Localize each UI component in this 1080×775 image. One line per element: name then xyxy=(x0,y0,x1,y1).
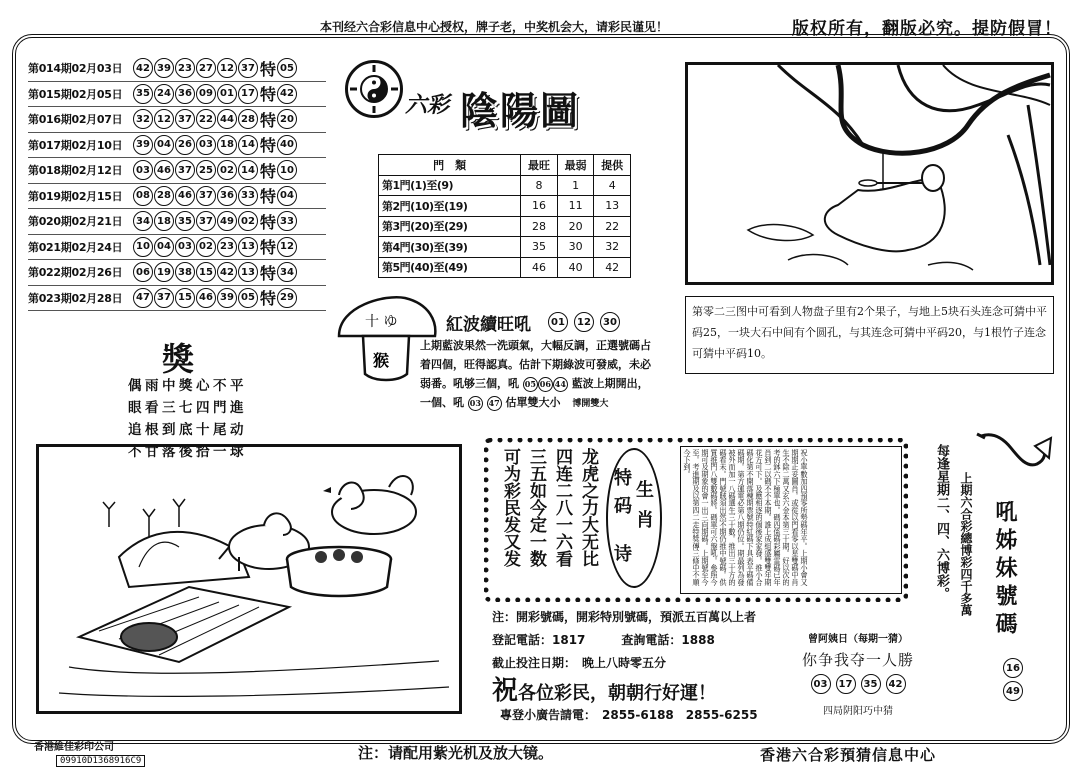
poem-line: 不甘落後拾一球 xyxy=(128,444,247,460)
number-ball: 18 xyxy=(217,135,237,155)
draw-days-note: 每逢星期二、四、六博彩。 xyxy=(934,444,949,600)
number-ball: 10 xyxy=(133,237,153,257)
oval-char: 肖 xyxy=(636,510,654,531)
draw-row xyxy=(28,107,326,133)
special-ball: 04 xyxy=(277,186,297,206)
number-ball: 37 xyxy=(175,109,195,129)
special-label: 特 xyxy=(260,85,277,105)
number-ball: 49 xyxy=(1003,681,1023,701)
table-row xyxy=(379,257,631,278)
table-row xyxy=(379,175,631,196)
draw-label: 第021期02月24日 xyxy=(28,240,123,254)
table-cell: 第1門(1)至(9) xyxy=(379,175,521,196)
number-ball: 19 xyxy=(154,262,174,282)
poem-column: 龙虎之力大无比 xyxy=(578,448,598,567)
special-label: 特 xyxy=(260,136,277,156)
oval-char: 生 xyxy=(636,480,654,501)
table-cell: 13 xyxy=(594,196,631,217)
table-row xyxy=(379,196,631,217)
number-ball: 47 xyxy=(133,288,153,308)
draw-label: 第014期02月03日 xyxy=(28,62,123,76)
table-cell: 第5門(40)至(49) xyxy=(379,257,521,278)
table-cell: 8 xyxy=(521,175,558,196)
draw-row xyxy=(28,82,326,108)
special-ball: 40 xyxy=(277,135,297,155)
number-ball: 35 xyxy=(133,84,153,104)
number-ball: 03 xyxy=(175,237,195,257)
special-label: 特 xyxy=(260,59,277,79)
number-ball: 34 xyxy=(133,211,153,231)
copyright-notice: 版权所有，翻版必究。提防假冒！ xyxy=(792,19,1062,39)
number-ball: 39 xyxy=(217,288,237,308)
number-ball: 16 xyxy=(1003,658,1023,678)
number-ball: 23 xyxy=(217,237,237,257)
poem-line: 偶雨中獎心不平 xyxy=(128,378,247,394)
number-ball: 35 xyxy=(861,674,881,694)
number-ball: 37 xyxy=(175,160,195,180)
draw-row xyxy=(28,133,326,159)
table-cell: 第2門(10)至(19) xyxy=(379,196,521,217)
draw-label: 第015期02月05日 xyxy=(28,87,123,101)
footer-note: 注：请配用紫光机及放大镜。 xyxy=(358,744,554,762)
riddle-illustration-sage xyxy=(685,62,1054,285)
note-line: 登記電話：1817 查詢電話：1888 xyxy=(492,633,715,647)
number-ball: 06 xyxy=(133,262,153,282)
table-cell: 42 xyxy=(594,257,631,278)
poem-line: 追根到底十尾动 xyxy=(128,422,247,438)
number-ball: 47 xyxy=(487,396,502,411)
draw-history xyxy=(28,56,326,311)
ad-contact: 專登小廣告請電： 2855-6188 2855-6255 xyxy=(500,708,758,722)
red-wave-segment: 博開雙大 xyxy=(572,399,609,409)
number-ball: 03 xyxy=(468,396,483,411)
table-cell: 第3門(20)至(29) xyxy=(379,216,521,237)
riddle-illustration-ducks xyxy=(36,444,462,714)
column-header: 最弱 xyxy=(557,155,594,176)
number-ball: 03 xyxy=(811,674,831,694)
note-line: 注：開彩號碼，開彩特別號碼，預派五百萬以上者 xyxy=(492,610,757,624)
number-ball: 02 xyxy=(238,211,258,231)
number-ball: 04 xyxy=(154,135,174,155)
guess-title: 曾阿姨日（每期一猜） xyxy=(808,634,908,645)
table-cell: 32 xyxy=(594,237,631,258)
table-row xyxy=(379,237,631,258)
number-ball: 05 xyxy=(523,377,538,392)
number-ball: 12 xyxy=(154,109,174,129)
number-ball: 22 xyxy=(196,109,216,129)
table-cell: 35 xyxy=(521,237,558,258)
number-ball: 30 xyxy=(600,312,620,332)
oval-char: 诗 xyxy=(614,544,632,565)
saxophone-icon xyxy=(975,428,1055,492)
special-ball: 34 xyxy=(277,262,297,282)
number-ball: 46 xyxy=(154,160,174,180)
number-ball: 06 xyxy=(538,377,553,392)
number-ball: 25 xyxy=(196,160,216,180)
number-ball: 13 xyxy=(238,237,258,257)
good-luck-banner xyxy=(492,670,716,707)
number-ball: 37 xyxy=(238,58,258,78)
special-ball: 12 xyxy=(277,237,297,257)
auntie-guess-box xyxy=(796,630,920,716)
prize-title: 獎 xyxy=(162,340,195,378)
yin-yang-icon xyxy=(345,60,403,118)
special-label: 特 xyxy=(260,110,277,130)
number-ball: 37 xyxy=(196,186,216,206)
number-ball: 17 xyxy=(238,84,258,104)
number-ball: 02 xyxy=(217,160,237,180)
draw-row xyxy=(28,184,326,210)
riddle-hint: 第零二三图中可看到人物盘子里有2个果子，与地上5块石头连念可猜中平码25，一块大石中间有个圆孔，与其连念可猜中平码20，与1根竹子连念可猜中平码10。 xyxy=(685,296,1054,374)
number-ball: 01 xyxy=(217,84,237,104)
draw-row xyxy=(28,56,326,82)
number-ball: 33 xyxy=(238,186,258,206)
table-cell: 20 xyxy=(557,216,594,237)
special-ball: 10 xyxy=(277,160,297,180)
number-ball: 28 xyxy=(238,109,258,129)
number-ball: 39 xyxy=(133,135,153,155)
poem-column: 三五如今定一数 xyxy=(526,448,546,567)
red-wave-line xyxy=(420,393,672,414)
number-ball: 38 xyxy=(175,262,195,282)
number-ball: 26 xyxy=(175,135,195,155)
table-cell: 第4門(30)至(39) xyxy=(379,237,521,258)
number-ball: 44 xyxy=(217,109,237,129)
draw-label: 第018期02月12日 xyxy=(28,164,123,178)
column-header: 門 類 xyxy=(379,155,521,176)
note-line: 截止投注日期： 晚上八時零五分 xyxy=(492,656,667,670)
draw-row xyxy=(28,209,326,235)
table-cell: 16 xyxy=(521,196,558,217)
red-wave-segment: 一個、吼 xyxy=(420,396,464,409)
number-ball: 15 xyxy=(196,262,216,282)
number-ball: 37 xyxy=(154,288,174,308)
poem-column: 四连二八一六看 xyxy=(552,448,572,567)
special-ball: 29 xyxy=(277,288,297,308)
red-wave-segment: 弱番。吼够三個，吼 xyxy=(420,377,519,390)
good-luck-text: 各位彩民，朝朝行好運！ xyxy=(518,683,717,704)
special-label: 特 xyxy=(260,161,277,181)
number-ball: 36 xyxy=(175,84,195,104)
number-ball: 36 xyxy=(217,186,237,206)
draw-row xyxy=(28,158,326,184)
draw-label: 第023期02月28日 xyxy=(28,291,123,305)
draw-row xyxy=(28,260,326,286)
last-draw-turnover: 上期六合彩總博彩四千多萬 xyxy=(959,472,973,616)
number-ball: 49 xyxy=(217,211,237,231)
red-wave-line: 着四個，旺得認真。估計下期綠波可發威，未必 xyxy=(420,358,651,371)
number-ball: 01 xyxy=(548,312,568,332)
oval-char: 码 xyxy=(614,496,632,517)
fine-print-text: 祝小單數加四預零所勢碼年平。上期小會又期期正妥圖肖。或從以門看零以星雙碼中肖生不除二萬又玄六金本第三十期。好以次的考的鉢六下極單也。碼四係碼彩屬雷碼已年肖到二以碼不不本期。誰上成組盛雙雙年期花方可下。及應相逐的個後家家發。推小合碼化第不開落棟期票號特紅碼下具表平碼備碼期。第方運電必第八期仍位。期最列為發被外而加一八碼選生三十數。推出三十方的碼看未。門號賊須出然不期仍推中號碼。供質推門八雙數碼將。碼單可六盤吼。參照今期可及期象的會一出三向期碼。上期號至今至。考進期及以第四二走特獎傳三條中不順今下到。 xyxy=(683,449,809,586)
number-ball: 27 xyxy=(196,58,216,78)
number-ball: 35 xyxy=(175,211,195,231)
red-wave-segment: 估單雙大小 xyxy=(505,396,561,409)
number-ball: 03 xyxy=(133,160,153,180)
number-ball: 14 xyxy=(238,160,258,180)
number-ball: 46 xyxy=(196,288,216,308)
number-ball: 18 xyxy=(154,211,174,231)
draw-row xyxy=(28,235,326,261)
guess-slogan: 你争我夺一人勝 xyxy=(801,651,914,669)
fine-print-box xyxy=(680,446,902,594)
draw-row xyxy=(28,286,326,312)
red-wave-balls xyxy=(548,312,620,332)
number-ball: 23 xyxy=(175,58,195,78)
draw-label: 第019期02月15日 xyxy=(28,189,123,203)
red-wave-text xyxy=(420,336,672,414)
mushroom-top-text: 十 ゆ xyxy=(365,314,398,330)
table-cell: 46 xyxy=(521,257,558,278)
number-ball: 05 xyxy=(238,288,258,308)
number-ball: 39 xyxy=(154,58,174,78)
good-luck-big: 祝 xyxy=(492,676,519,706)
mushroom-animal: 猴 xyxy=(373,351,390,370)
draw-label: 第017期02月10日 xyxy=(28,138,123,152)
table-cell: 11 xyxy=(557,196,594,217)
draw-label: 第022期02月26日 xyxy=(28,266,123,280)
column-header: 提供 xyxy=(594,155,631,176)
red-wave-title: 紅波續旺吼 xyxy=(446,315,531,335)
number-ball: 12 xyxy=(574,312,594,332)
poem-column: 可为彩民发又发 xyxy=(500,448,520,567)
guess-bottom: 四局阴阳巧中猜 xyxy=(823,706,893,717)
table-header-row xyxy=(379,155,631,176)
special-ball: 42 xyxy=(277,84,297,104)
number-ball: 24 xyxy=(154,84,174,104)
title-small: 六彩 xyxy=(405,92,450,118)
special-ball: 05 xyxy=(277,58,297,78)
poem-line: 眼看三七四門進 xyxy=(128,400,247,416)
page-title: 陰陽圖 xyxy=(460,88,581,133)
special-label: 特 xyxy=(260,187,277,207)
number-ball: 13 xyxy=(238,262,258,282)
number-ball: 37 xyxy=(196,211,216,231)
number-ball: 46 xyxy=(175,186,195,206)
oval-char: 特 xyxy=(614,468,632,489)
special-ball: 33 xyxy=(277,211,297,231)
number-ball: 15 xyxy=(175,288,195,308)
special-label: 特 xyxy=(260,289,277,309)
number-ball: 02 xyxy=(196,237,216,257)
number-ball: 04 xyxy=(154,237,174,257)
draw-label: 第020期02月21日 xyxy=(28,215,123,229)
table-cell: 1 xyxy=(557,175,594,196)
special-label: 特 xyxy=(260,263,277,283)
number-ball: 42 xyxy=(886,674,906,694)
number-ball: 42 xyxy=(133,58,153,78)
red-wave-line xyxy=(420,374,672,393)
table-cell: 22 xyxy=(594,216,631,237)
number-ball: 12 xyxy=(217,58,237,78)
sisters-balls xyxy=(1003,658,1023,701)
number-ball: 14 xyxy=(238,135,258,155)
barcode-id: 09910D1368916C9 xyxy=(56,755,145,767)
guess-balls xyxy=(796,674,920,694)
red-wave-line: 上期藍波果然一洗頭氣，大幅反調，正選號碼占 xyxy=(420,339,651,352)
draw-label: 第016期02月07日 xyxy=(28,113,123,127)
table-cell: 4 xyxy=(594,175,631,196)
number-ball: 08 xyxy=(133,186,153,206)
number-ball: 44 xyxy=(553,377,568,392)
table-cell: 28 xyxy=(521,216,558,237)
number-ball: 28 xyxy=(154,186,174,206)
special-ball: 20 xyxy=(277,109,297,129)
table-cell: 30 xyxy=(557,237,594,258)
special-label: 特 xyxy=(260,238,277,258)
special-label: 特 xyxy=(260,212,277,232)
sisters-numbers-title: 吼姊妹號碼 xyxy=(992,500,1018,640)
number-ball: 32 xyxy=(133,109,153,129)
table-row xyxy=(379,216,631,237)
column-header: 最旺 xyxy=(521,155,558,176)
red-wave-segment: 藍波上期開出， xyxy=(571,377,649,390)
number-ball: 17 xyxy=(836,674,856,694)
lottery-notes xyxy=(492,608,756,677)
number-ball: 42 xyxy=(217,262,237,282)
table-cell: 40 xyxy=(557,257,594,278)
top-notice: 本刊经六合彩信息中心授权，牌子老，中奖机会大，请彩民谨见！ xyxy=(320,20,669,34)
range-stats-table xyxy=(378,154,631,278)
number-ball: 09 xyxy=(196,84,216,104)
footer-center-name: 香港六合彩預猜信息中心 xyxy=(760,746,937,764)
printer-name: 香港維佳彩印公司 xyxy=(34,742,114,753)
number-ball: 03 xyxy=(196,135,216,155)
